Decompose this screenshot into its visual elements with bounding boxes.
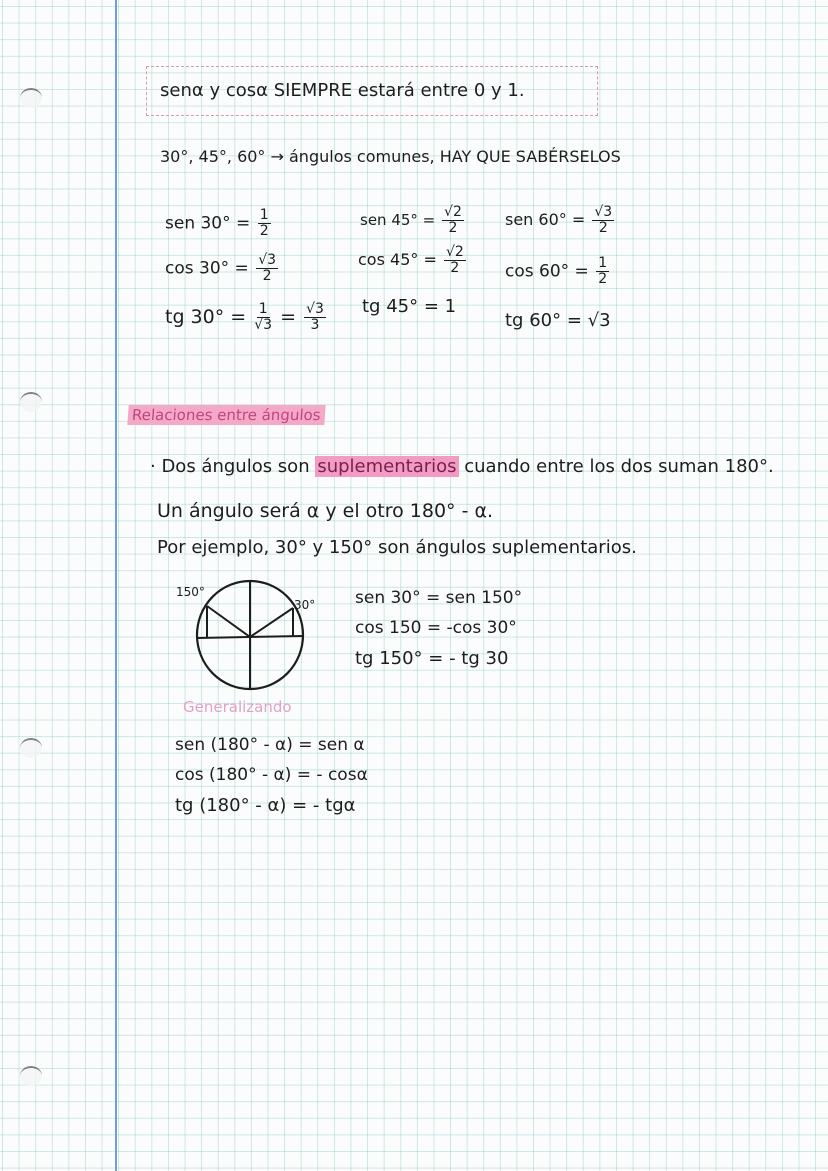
fraction: $\frac{1}{2}$ bbox=[259, 207, 269, 239]
fraction: $\frac{√3}{2}$ bbox=[594, 204, 613, 236]
sen30-row: sen 30° = $\frac{1}{2}$ bbox=[165, 207, 269, 239]
angle-label-30: 30° bbox=[294, 598, 316, 612]
notebook-margin-line bbox=[115, 0, 117, 1171]
cos45-row: cos 45° = $\frac{√2}{2}$ bbox=[358, 244, 464, 276]
punch-hole bbox=[20, 88, 42, 108]
punch-hole bbox=[20, 1066, 42, 1086]
fraction: $\frac{√2}{2}$ bbox=[445, 244, 464, 276]
example-equation: sen 30° = sen 150° bbox=[355, 588, 523, 608]
sen60-row: sen 60° = $\frac{√3}{2}$ bbox=[505, 204, 613, 236]
example-sentence: Por ejemplo, 30° y 150° son ángulos suplementarios. bbox=[157, 537, 637, 558]
cos30-row: cos 30° = $\frac{√3}{2}$ bbox=[165, 252, 277, 284]
example-equation: cos 150 = -cos 30° bbox=[355, 618, 517, 638]
highlighted-term: suplementarios bbox=[317, 456, 457, 477]
fraction: $\frac{√2}{2}$ bbox=[444, 204, 462, 236]
suplementarios-definition: · Dos ángulos son suplementarios cuando entre los dos suman 180°. bbox=[150, 456, 774, 477]
tg60-row: tg 60° = √3 bbox=[505, 310, 611, 331]
general-equation: sen (180° - α) = sen α bbox=[175, 735, 365, 755]
note-box-text: senα y cosα SIEMPRE estará entre 0 y 1. bbox=[160, 80, 525, 101]
angle-label-150: 150° bbox=[176, 585, 205, 599]
fraction: $\frac{√3}{2}$ bbox=[258, 252, 277, 284]
section-title: Relaciones entre ángulos bbox=[127, 405, 325, 425]
general-equation: cos (180° - α) = - cosα bbox=[175, 765, 368, 785]
tg45-row: tg 45° = 1 bbox=[362, 296, 457, 317]
punch-hole bbox=[20, 392, 42, 412]
sen45-row: sen 45° = $\frac{√2}{2}$ bbox=[360, 204, 462, 236]
fraction: $\frac{1}{√3}$ bbox=[254, 301, 273, 333]
tg30-row: tg 30° = $\frac{1}{√3}$ = $\frac{√3}{3}$ bbox=[165, 301, 324, 333]
alpha-explanation: Un ángulo será α y el otro 180° - α. bbox=[157, 500, 494, 522]
punch-hole bbox=[20, 738, 42, 758]
generalizing-label: Generalizando bbox=[183, 698, 292, 716]
fraction: $\frac{√3}{3}$ bbox=[306, 301, 324, 333]
cos60-row: cos 60° = $\frac{1}{2}$ bbox=[505, 255, 608, 287]
fraction: $\frac{1}{2}$ bbox=[598, 255, 608, 287]
common-angles-text: 30°, 45°, 60° → ángulos comunes, HAY QUE SABÉRSELOS bbox=[160, 147, 621, 166]
general-equation: tg (180° - α) = - tgα bbox=[175, 795, 356, 816]
example-equation: tg 150° = - tg 30 bbox=[355, 648, 509, 669]
